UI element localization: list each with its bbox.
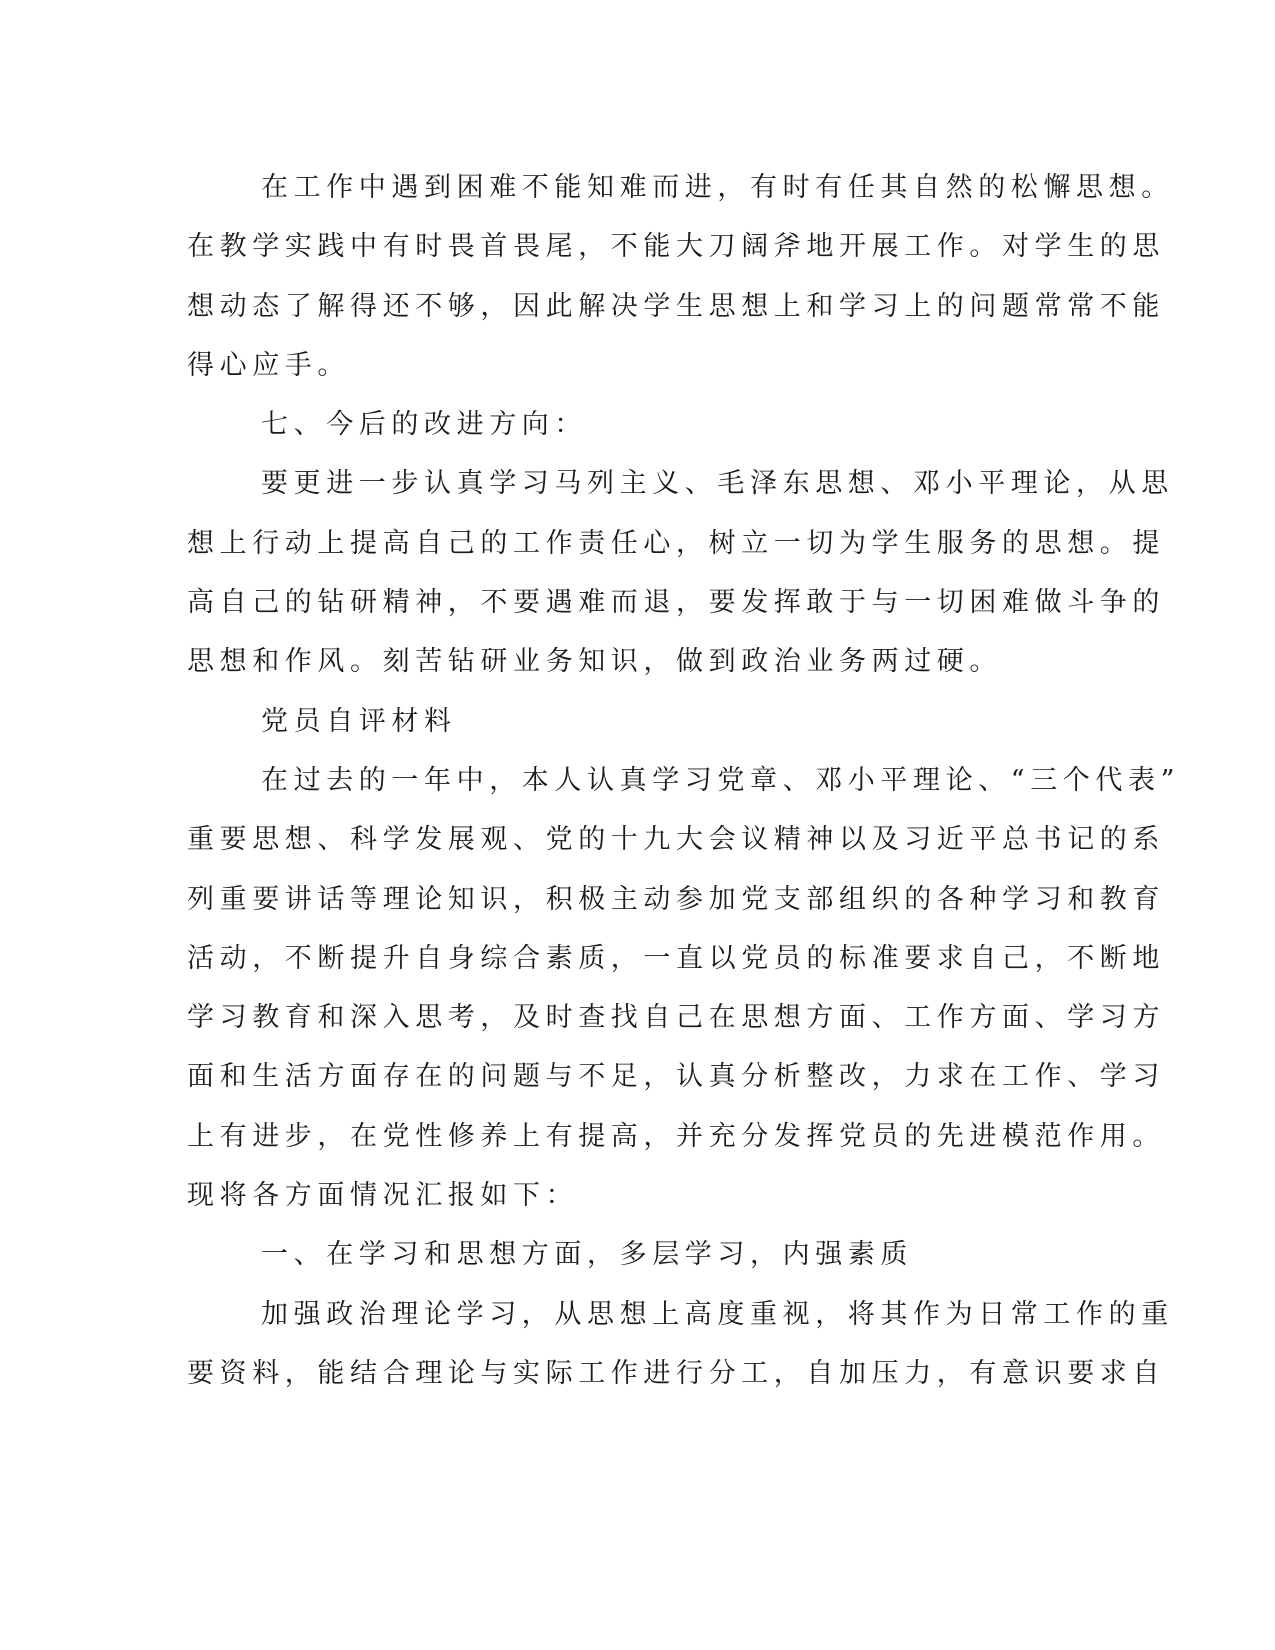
paragraph-line: 在教学实践中有时畏首畏尾，不能大刀阔斧地开展工作。对学生的思	[187, 231, 1165, 263]
paragraph-line: 现将各方面情况汇报如下：	[187, 1180, 579, 1212]
paragraph-line: 在工作中遇到困难不能知难而进，有时有任其自然的松懈思想。	[261, 172, 1174, 203]
paragraph-line: 想上行动上提高自己的工作责任心，树立一切为学生服务的思想。提	[187, 527, 1165, 559]
paragraph-line: 学习教育和深入思考，及时查找自己在思想方面、工作方面、学习方	[187, 1002, 1165, 1034]
paragraph-line: 面和生活方面存在的问题与不足，认真分析整改，力求在工作、学习	[187, 1061, 1165, 1093]
paragraph-line: 重要思想、科学发展观、党的十九大会议精神以及习近平总书记的系	[187, 824, 1165, 856]
paragraph-line: 加强政治理论学习，从思想上高度重视，将其作为日常工作的重	[261, 1298, 1174, 1330]
paragraph-line: 思想和作风。刻苦钻研业务知识，做到政治业务两过硬。	[187, 646, 1002, 678]
document-title: 党员自评材料	[261, 705, 457, 737]
paragraph-line: 列重要讲话等理论知识，积极主动参加党支部组织的各种学习和教育	[187, 883, 1165, 915]
paragraph-line: 在过去的一年中，本人认真学习党章、邓小平理论、“三个代表”	[261, 764, 1181, 796]
paragraph-line: 要资料，能结合理论与实际工作进行分工，自加压力，有意识要求自	[187, 1357, 1165, 1389]
paragraph-line: 上有进步，在党性修养上有提高，并充分发挥党员的先进模范作用。	[187, 1120, 1165, 1152]
section-heading: 七、今后的改进方向：	[261, 409, 587, 441]
section-heading: 一、在学习和思想方面，多层学习，内强素质	[261, 1239, 913, 1271]
document-body	[187, 158, 1181, 1403]
paragraph-line: 想动态了解得还不够，因此解决学生思想上和学习上的问题常常不能	[187, 290, 1165, 322]
paragraph-line: 要更进一步认真学习马列主义、毛泽东思想、邓小平理论，从思	[261, 468, 1174, 500]
paragraph-line: 高自己的钻研精神，不要遇难而退，要发挥敢于与一切困难做斗争的	[187, 587, 1165, 619]
paragraph-line: 活动，不断提升自身综合素质，一直以党员的标准要求自己，不断地	[187, 942, 1165, 974]
paragraph-line: 得心应手。	[187, 349, 350, 381]
